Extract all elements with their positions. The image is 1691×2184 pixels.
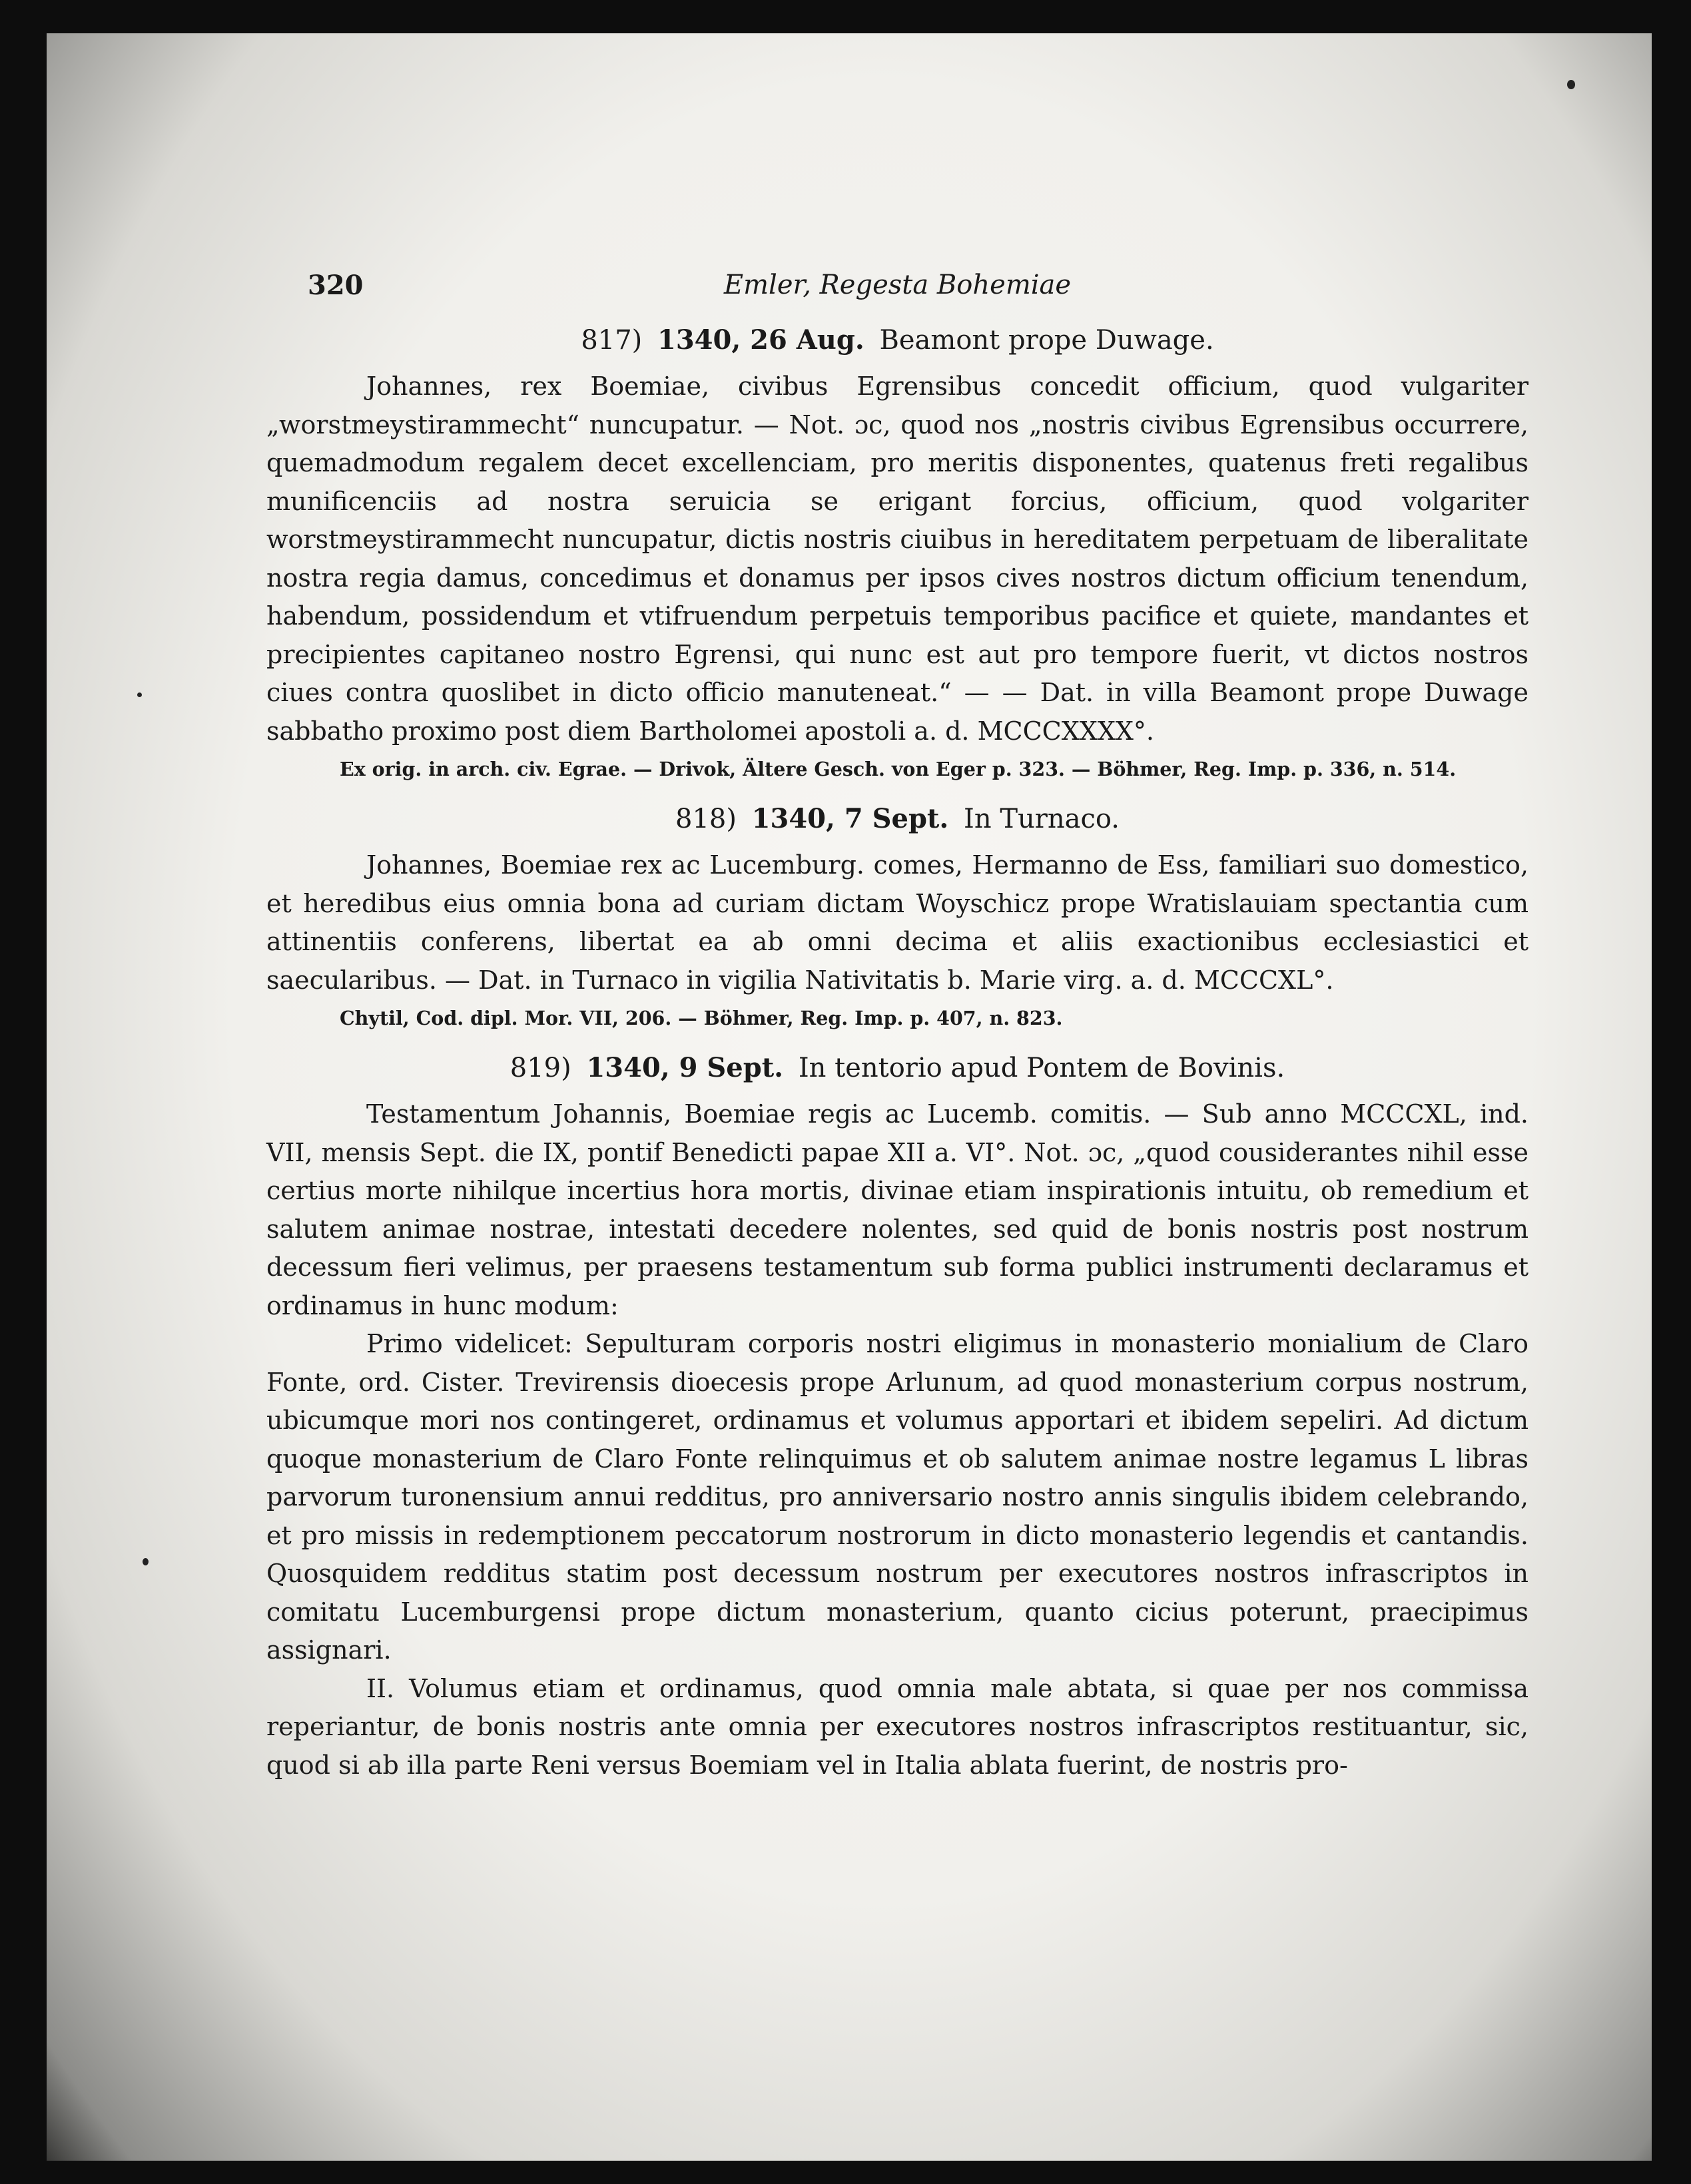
ink-speck — [1567, 80, 1575, 89]
regest-date: 1340, 26 Aug. — [657, 324, 864, 356]
regest-text: Johannes, Boemiae rex ac Lucemburg. comes, Hermanno de Ess, familiari suo domestico, et heredibus eius omnia bona ad curiam dictam Woyschicz prope Wratislauiam spectantia cum attinentiis conferens, libertat ea ab omni decima et aliis exactionibus ecclesiastici et saecularibus. — Dat. in Turnaco in vigilia Nativitatis b. Marie virg. a. d. MCCCXL°. — [266, 850, 1528, 995]
running-title: Emler, Regesta Bohemiae — [723, 270, 1072, 300]
page-number: 320 — [308, 270, 364, 301]
running-head — [266, 270, 1528, 310]
regest-819 — [266, 1052, 1528, 1784]
regest-817 — [266, 324, 1528, 783]
regest-place: Beamont prope Duwage. — [879, 325, 1214, 356]
ink-speck — [143, 1558, 149, 1565]
regest-number: 818) — [675, 804, 737, 834]
ink-speck — [137, 692, 142, 697]
regest-number: 817) — [581, 325, 643, 356]
regest-paragraph: II. Volumus etiam et ordinamus, quod omnia male abtata, si quae per nos commissa reperiantur, de bonis nostris ante omnia per executores nostros infrascriptos restituantur, sic, quod si ab illa parte Reni versus Boemiam vel in Italia ablata fuerint, de nostris pro- — [266, 1673, 1528, 1780]
regest-source: Ex orig. in arch. civ. Egrae. — Drivok, Ältere Gesch. von Eger p. 323. — Böhmer, Reg. Imp. p. 336, n. 514. — [340, 758, 1457, 780]
regest-818 — [266, 803, 1528, 1032]
regest-heading — [266, 803, 1528, 834]
regest-date: 1340, 7 Sept. — [751, 803, 949, 834]
regest-date: 1340, 9 Sept. — [586, 1052, 784, 1083]
scanned-page — [47, 33, 1652, 2161]
regest-paragraph: Testamentum Johannis, Boemiae regis ac Lucemb. comitis. — Sub anno MCCCXL, ind. VII, mensis Sept. die IX, pontif Benedicti papae XII a. VI°. Not. ɔc, „quod cousiderantes nihil esse certius morte nihilque incertius hora mortis, divinae etiam inspirationis intuitu, ob remedium et salutem animae nostrae, intestati decedere nolentes, sed quid de bonis nostris post nostrum decessum fieri velimus, per praesens testamentum sub forma publici instrumenti declaramus et ordinamus in hunc modum: — [266, 1099, 1528, 1320]
regest-text: Johannes, rex Boemiae, civibus Egrensibus concedit officium, quod vulgariter „worstmeystirammecht“ nuncupatur. — Not. ɔc, quod nos „nostris civibus Egrensibus occurrere, quemadmodum regalem decet excellenciam, pro meritis disponentes, quatenus freti regalibus munificenciis ad nostra seruicia se erigant forcius, officium, quod volgariter worstmeystirammecht nuncupatur, dictis nostris ciuibus in hereditatem perpetuam de liberalitate nostra regia damus, concedimus et donamus per ipsos cives nostros dictum officium tenendum, habendum, possidendum et vtifruendum perpetuis temporibus pacifice et quiete, mandantes et precipientes capitaneo nostro Egrensi, qui nunc est aut pro tempore fuerit, vt dictos nostros ciues contra quoslibet in dicto officio manuteneat.“ — — Dat. in villa Beamont prope Duwage sabbatho proximo post diem Bartholomei apostoli a. d. MCCCXXXX°. — [266, 372, 1528, 746]
regest-paragraph: Primo videlicet: Sepulturam corporis nostri eligimus in monasterio monialium de Claro Fonte, ord. Cister. Trevirensis dioecesis prope Arlunum, ad quod monasterium corpus nostrum, ubicumque mori nos contingeret, ordinamus et volumus apportari et ibidem sepeliri. Ad dictum quoque monasterium de Claro Fonte relinquimus et ob salutem animae nostre legamus L libras parvorum turonensium annui redditus, pro anniversario nostro annis singulis ibidem celebrando, et pro missis in redemptionem peccatorum nostrorum in dicto monasterio legendis et cantandis. Quosquidem redditus statim post decessum nostrum per executores nostros infrascriptos in comitatu Lucemburgensi prope dictum monasterium, quanto cicius poterunt, praecipimus assignari. — [266, 1329, 1528, 1665]
regest-source: Chytil, Cod. dipl. Mor. VII, 206. — Böhmer, Reg. Imp. p. 407, n. 823. — [340, 1007, 1063, 1029]
regest-heading — [266, 324, 1528, 356]
regest-place: In tentorio apud Pontem de Bovinis. — [798, 1053, 1285, 1083]
regest-number: 819) — [509, 1053, 571, 1083]
regest-heading — [266, 1052, 1528, 1083]
regest-place: In Turnaco. — [964, 804, 1120, 834]
page-content — [266, 270, 1528, 1784]
